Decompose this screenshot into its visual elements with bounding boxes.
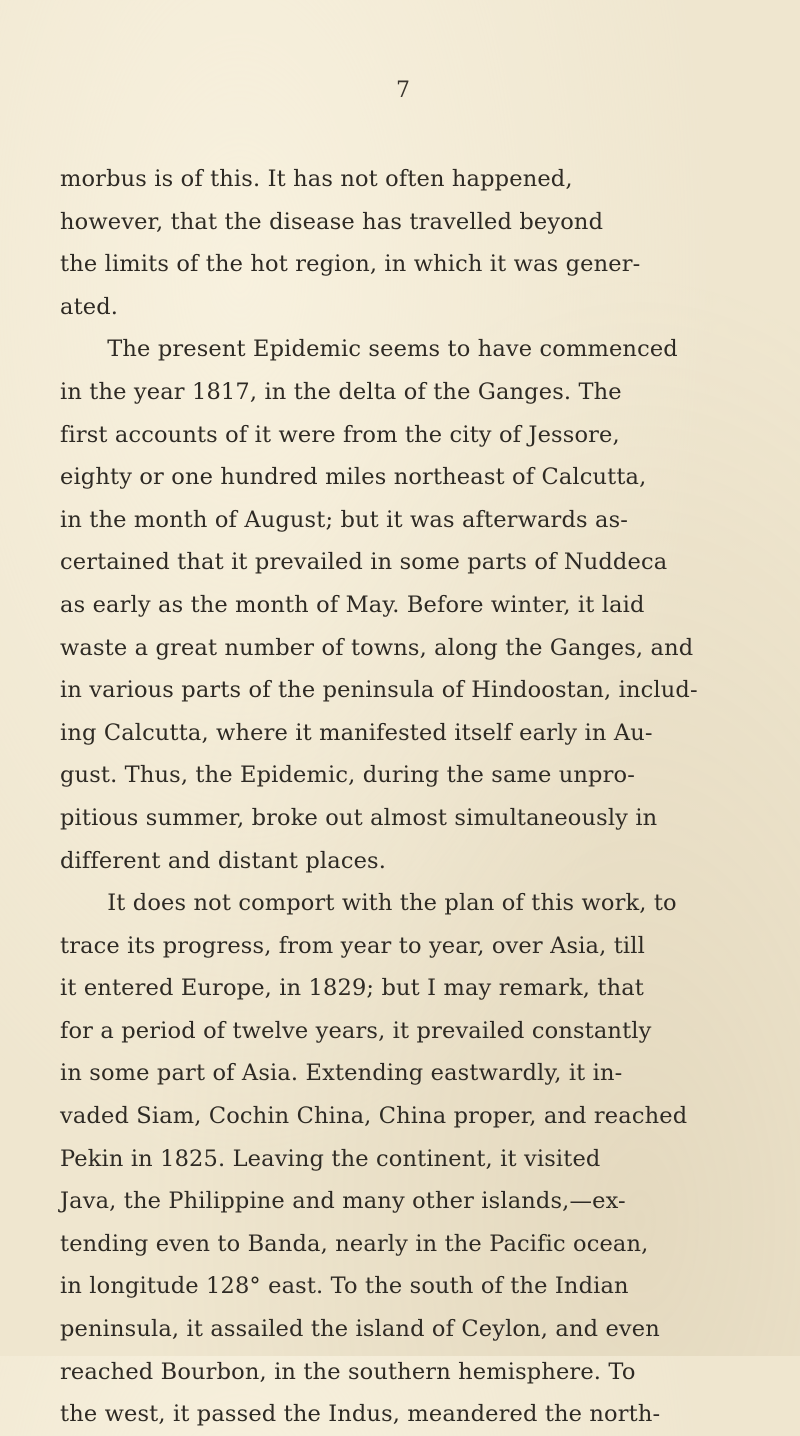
text-line: in longitude 128° east. To the south of the Indian: [60, 1273, 629, 1300]
text-line: it entered Europe, in 1829; but I may remark, that: [60, 975, 644, 1002]
text-line: vaded Siam, Cochin China, China proper, and reached: [60, 1103, 688, 1130]
text-line: morbus is of this. It has not often happened,: [60, 166, 573, 192]
text-line: the west, it passed the Indus, meandered the north-: [60, 1401, 661, 1428]
text-line: certained that it prevailed in some parts of Nuddeca: [60, 549, 668, 576]
body-text: [60, 158, 790, 1436]
text-line: as early as the month of May. Before winter, it laid: [60, 591, 645, 618]
text-line: peninsula, it assailed the island of Ceylon, and even: [60, 1316, 660, 1343]
text-line: Pekin in 1825. Leaving the continent, it visited: [60, 1145, 601, 1172]
text-line: for a period of twelve years, it prevailed constantly: [60, 1017, 652, 1044]
text-line: pitious summer, broke out almost simultaneously in: [60, 804, 658, 831]
text-line: different and distant places.: [60, 847, 387, 874]
text-line: Java, the Philippine and many other islands,—ex-: [60, 1188, 626, 1215]
text-line: in the year 1817, in the delta of the Ganges. The: [60, 378, 622, 405]
text-line: however, that the disease has travelled beyond: [60, 208, 604, 235]
text-line: waste a great number of towns, along the Ganges, and: [60, 634, 694, 661]
page-number: 7: [396, 78, 410, 103]
text-line: trace its progress, from year to year, over Asia, till: [60, 932, 645, 959]
text-line: reached Bourbon, in the southern hemisphere. To: [60, 1358, 636, 1385]
text-line: It does not comport with the plan of this work, to: [107, 890, 677, 917]
text-line: in some part of Asia. Extending eastwardly, it in-: [60, 1060, 623, 1087]
text-line: The present Epidemic seems to have commenced: [107, 336, 678, 363]
text-line: ated.: [60, 293, 119, 320]
text-line: ing Calcutta, where it manifested itself early in Au-: [60, 719, 653, 746]
text-line: tending even to Banda, nearly in the Pacific ocean,: [60, 1230, 649, 1257]
text-line: the limits of the hot region, in which it was gener-: [60, 251, 641, 278]
text-line: gust. Thus, the Epidemic, during the same unpro-: [60, 762, 635, 789]
text-line: eighty or one hundred miles northeast of Calcutta,: [60, 464, 647, 491]
text-line: in various parts of the peninsula of Hindoostan, includ-: [60, 677, 698, 704]
text-line: in the month of August; but it was afterwards as-: [60, 506, 629, 533]
text-line: first accounts of it were from the city of Jessore,: [60, 421, 620, 448]
